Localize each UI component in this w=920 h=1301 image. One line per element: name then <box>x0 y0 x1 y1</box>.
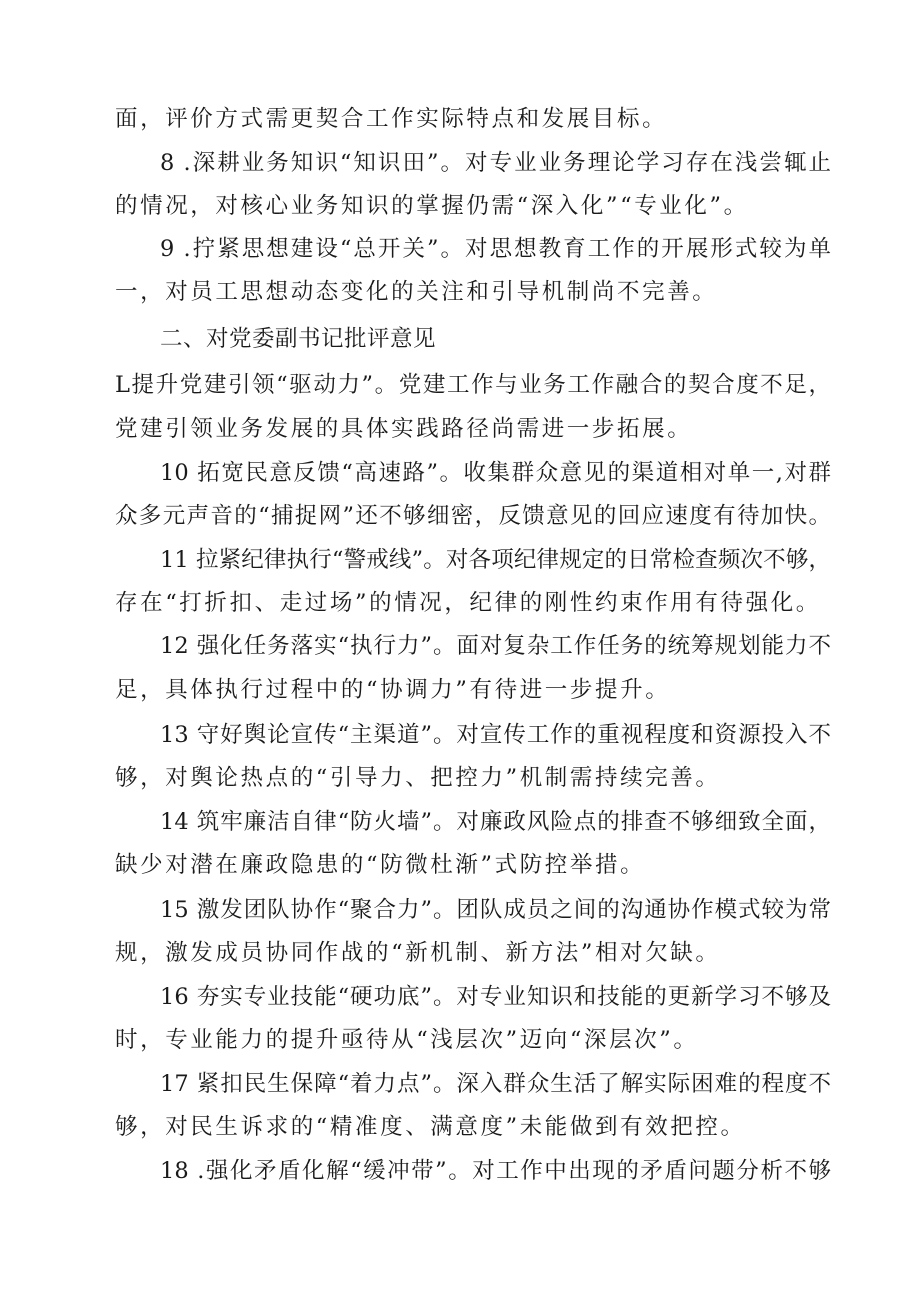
text-line: 16 夯实专业技能“硬功底”。对专业知识和技能的更新学习不够及 <box>160 984 831 1010</box>
text-line: 13 守好舆论宣传“主渠道”。对宣传工作的重视程度和资源投入不 <box>160 722 831 748</box>
text-line: 缺少对潜在廉政隐患的“防微杜渐”式防控举措。 <box>115 852 646 878</box>
text-line: 14 筑牢廉洁自律“防火墙”。对廉政风险点的排查不够细致全面， <box>160 809 831 835</box>
text-line: 足，具体执行过程中的“协调力”有待进一步提升。 <box>115 677 671 703</box>
text-line: 时，专业能力的提升亟待从“浅层次”迈向“深层次”。 <box>115 1027 699 1053</box>
text-line: 够，对民生诉求的“精准度、满意度”未能做到有效把控。 <box>115 1114 746 1140</box>
text-line: 规，激发成员协同作战的“新机制、新方法”相对欠缺。 <box>115 940 721 966</box>
text-line: 9 .拧紧思想建设“总开关”。对思想教育工作的开展形式较为单 <box>160 236 831 262</box>
text-line: 12 强化任务落实“执行力”。面对复杂工作任务的统筹规划能力不 <box>160 633 831 659</box>
text-line: 17 紧扣民生保障“着力点”。深入群众生活了解实际困难的程度不 <box>160 1071 831 1097</box>
text-line: 够，对舆论热点的“引导力、把控力”机制需持续完善。 <box>115 765 721 791</box>
text-line: 一，对员工思想动态变化的关注和引导机制尚不完善。 <box>115 279 718 305</box>
text-line: 11 拉紧纪律执行“警戒线”。对各项纪律规定的日常检查频次不够， <box>160 547 831 573</box>
section-heading: 二、对党委副书记批评意见 <box>160 326 437 352</box>
text-line: 党建引领业务发展的具体实践路径尚需进一步拓展。 <box>115 416 693 442</box>
text-line: 众多元声音的“捕捉网”还不够细密，反馈意见的回应速度有待加快。 <box>115 503 831 529</box>
text-line: 面，评价方式需更契合工作实际特点和发展目标。 <box>115 106 668 132</box>
text-line: 的情况，对核心业务知识的掌握仍需“深入化”“专业化”。 <box>115 193 749 219</box>
text-line: 15 激发团队协作“聚合力”。团队成员之间的沟通协作模式较为常 <box>160 897 831 923</box>
text-line: 10 拓宽民意反馈“高速路”。收集群众意见的渠道相对单一,对群 <box>160 460 831 486</box>
text-line: 18 .强化矛盾化解“缓冲带”。对工作中出现的矛盾问题分析不够 <box>160 1158 831 1184</box>
text-line: L提升党建引领“驱动力”。党建工作与业务工作融合的契合度不足， <box>115 372 831 398</box>
text-line: 8 .深耕业务知识“知识田”。对专业业务理论学习存在浅尝辄止 <box>160 150 831 176</box>
text-line: 存在“打折扣、走过场”的情况，纪律的刚性约束作用有待强化。 <box>115 590 821 616</box>
